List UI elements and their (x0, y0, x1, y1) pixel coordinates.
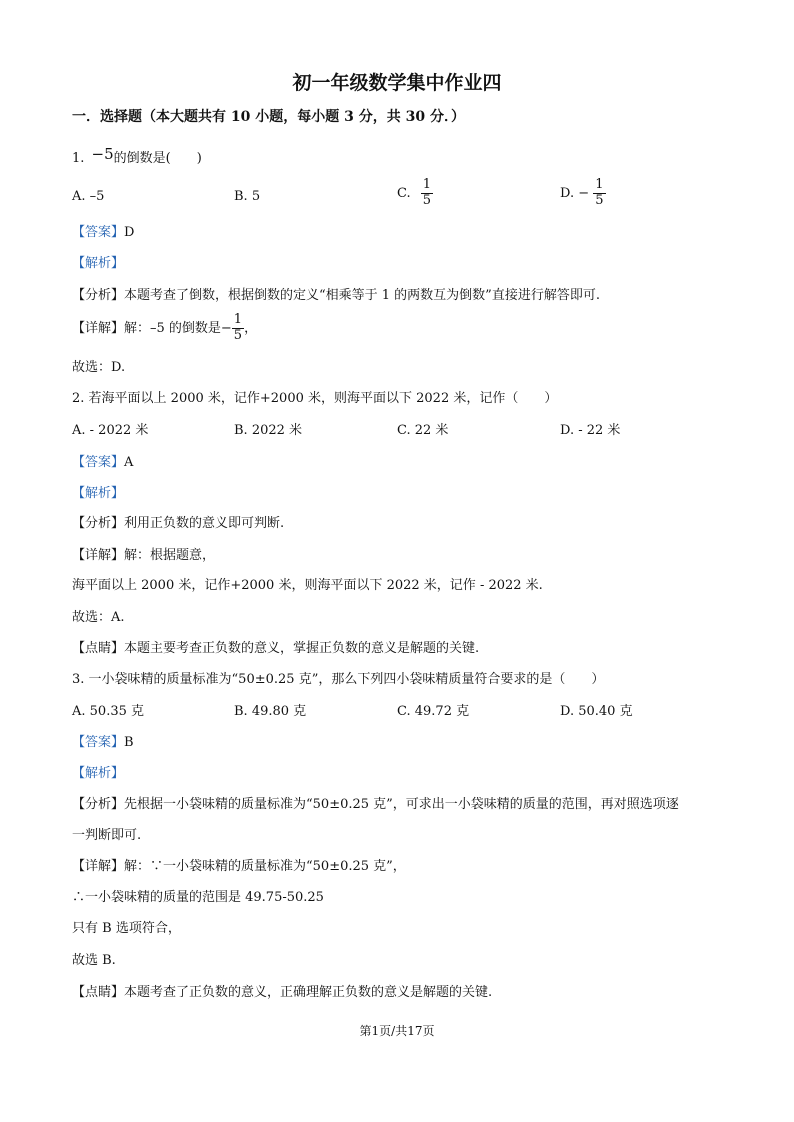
q3-option-b: B. 49.80 克 (234, 704, 307, 719)
q2-answer-line (72, 456, 133, 469)
q2-detail-line2: 海平面以上 2000 米，记作+2000 米，则海平面以下 2022 米，记作 - 2022 米. (72, 578, 543, 593)
q1-stem (72, 145, 202, 166)
q2-stem: 2. 若海平面以上 2000 米，记作+2000 米，则海平面以下 2022 米，记作（ ） (72, 391, 558, 406)
q1-option-d-fraction (593, 178, 605, 209)
q1-detail-numerator: 1 (233, 312, 243, 327)
q1-detail-fraction (232, 313, 244, 344)
q3-choose: 故选 B. (72, 953, 116, 968)
q1-option-c-denominator: 5 (422, 192, 432, 208)
q3-option-d: D. 50.40 克 (560, 704, 633, 719)
q2-answer-tag: 【答案】 (72, 455, 125, 470)
q2-option-b: B. 2022 米 (234, 423, 303, 438)
q1-detail-end: ， (244, 320, 258, 336)
q1-option-b: B. 5 (234, 189, 261, 204)
page-footer: 第1页/共17页 (359, 1024, 435, 1038)
q1-answer: D (124, 225, 135, 240)
q1-answer-tag: 【答案】 (72, 225, 125, 240)
q1-detail (72, 313, 257, 344)
q1-choose: 故选：D. (72, 360, 126, 375)
q2-answer: A (124, 455, 134, 470)
q3-detail: 【详解】解：∵一小袋味精的质量标准为“50±0.25 克”， (72, 859, 406, 874)
q1-option-c-fraction (421, 178, 433, 209)
q2-option-a: A. - 2022 米 (72, 423, 149, 438)
q3-option-a: A. 50.35 克 (72, 704, 145, 719)
q3-answer-tag: 【答案】 (72, 735, 125, 750)
q1-number: 1. (72, 151, 85, 166)
q3-stem: 3. 一小袋味精的质量标准为“50±0.25 克”，那么下列四小袋味精质量符合要求的是（ ） (72, 672, 605, 687)
q1-option-d (560, 178, 606, 209)
q1-detail-text: 【详解】解：–5 的倒数是− (72, 320, 232, 336)
q2-option-d: D. - 22 米 (560, 423, 621, 438)
q2-comment: 【点睛】本题主要考查正负数的意义，掌握正负数的意义是解题的关键. (72, 641, 480, 656)
section-heading: 一．选择题（本大题共有 10 小题，每小题 3 分，共 30 分．） (72, 109, 465, 125)
q1-jiexi: 【解析】 (72, 256, 125, 271)
q2-jiexi: 【解析】 (72, 486, 125, 501)
q1-expression: −5 (91, 145, 114, 163)
q2-detail: 【详解】解：根据题意， (72, 548, 216, 563)
q1-analysis: 【分析】本题考查了倒数，根据倒数的定义“相乘等于 1 的两数互为倒数”直接进行解答即可. (72, 288, 600, 303)
q1-option-c-label: C. (397, 185, 411, 201)
q1-option-c (397, 178, 433, 209)
q3-comment: 【点睛】本题考查了正负数的意义，正确理解正负数的意义是解题的关键. (72, 985, 493, 1000)
q3-option-c: C. 49.72 克 (397, 704, 470, 719)
q2-choose: 故选：A. (72, 610, 125, 625)
q2-analysis: 【分析】利用正负数的意义即可判断. (72, 516, 285, 531)
q3-detail-line3: 只有 B 选项符合， (72, 921, 181, 936)
q1-option-d-numerator: 1 (595, 177, 604, 192)
q1-option-c-numerator: 1 (422, 177, 432, 192)
q3-analysis: 【分析】先根据一小袋味精的质量标准为“50±0.25 克”，可求出一小袋味精的质量的范围，再对照选项逐 (72, 797, 679, 812)
q1-detail-denominator: 5 (233, 327, 243, 343)
q1-option-a: A. –5 (72, 189, 105, 204)
q3-analysis-line2: 一判断即可. (72, 828, 142, 843)
q3-answer-line (72, 736, 134, 749)
q3-jiexi: 【解析】 (72, 766, 125, 781)
q1-option-d-denominator: 5 (595, 192, 604, 208)
page-title: 初一年级数学集中作业四 (292, 72, 502, 94)
q1-stem-text: 的倒数是( ) (113, 151, 202, 166)
q2-option-c: C. 22 米 (397, 423, 449, 438)
q1-answer-line (72, 226, 134, 239)
q1-option-d-label: D. − (560, 185, 590, 201)
q3-detail-line2: ∴一小袋味精的质量的范围是 49.75-50.25 (72, 890, 324, 905)
q3-answer: B (124, 735, 134, 750)
